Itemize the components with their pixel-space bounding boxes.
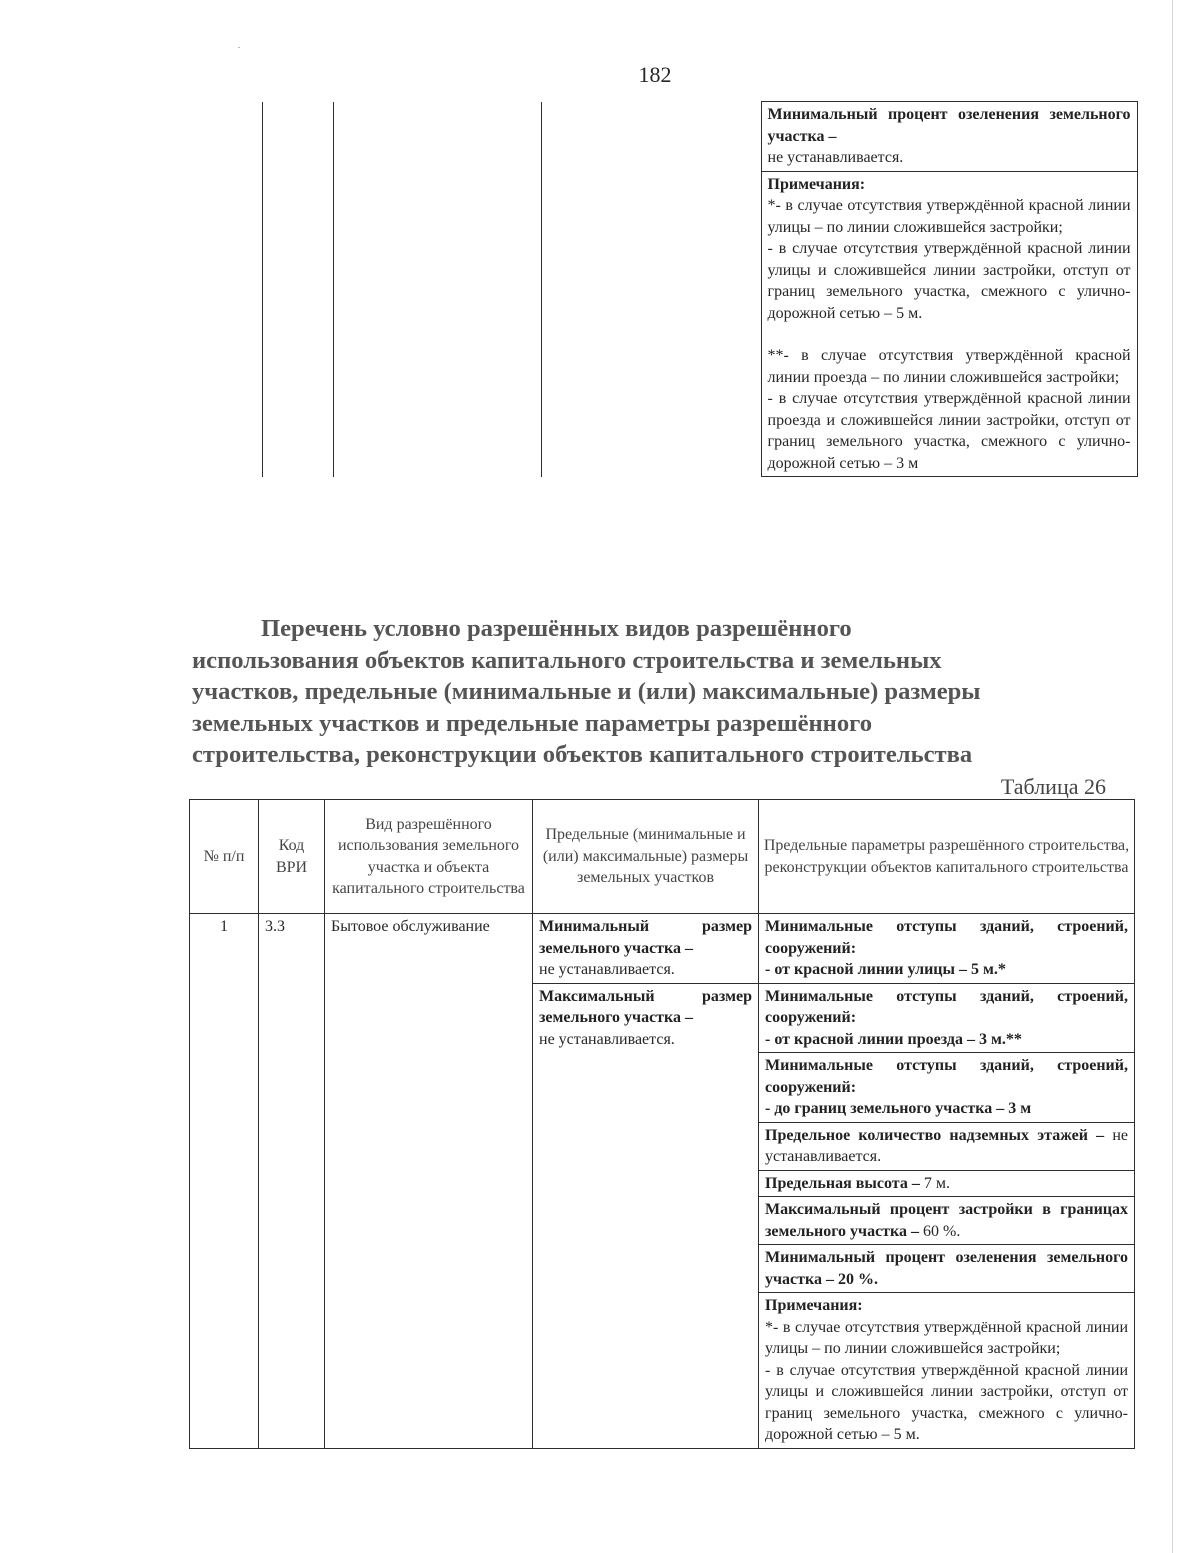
- param-5-cell: [759, 1170, 1135, 1197]
- scan-speck: [238, 47, 240, 48]
- header-sizes: Предельные (минимальные и (или) максимальные) размеры земельных участков: [533, 800, 759, 914]
- cont-green-title: Минимальный процент озеленения земельного участка –: [767, 106, 1131, 145]
- param-6-title: Максимальный процент застройки в границах земельного участка –: [765, 1201, 1128, 1240]
- size-min-value: не устанавливается.: [539, 961, 675, 978]
- row-num: 1: [190, 914, 259, 1449]
- cont-note-3: **- в случае отсутствия утверждённой красной линии проезда – по линии сложившейся застройки;: [767, 347, 1131, 386]
- heading-line-5: строительства, реконструкции объектов капитального строительства: [192, 741, 973, 768]
- size-min-cell: [533, 914, 759, 984]
- note-1: *- в случае отсутствия утверждённой красной линии улицы – по линии сложившейся застройки;: [765, 1318, 1128, 1357]
- param-5-title: Предельная высота –: [765, 1174, 920, 1192]
- note-2: - в случае отсутствия утверждённой красной линии улицы и сложившейся линии застройки, отступ от границ земельного участка, смежного с улично-дорожной сетью – 5 м.: [765, 1361, 1128, 1443]
- size-max-value: не устанавливается.: [539, 1030, 675, 1048]
- cont-kind-cell: [333, 102, 541, 477]
- heading-line-4: земельных участков и предельные параметры разрешённого: [192, 709, 873, 737]
- param-1-value: - от красной линии улицы – 5 м.*: [765, 961, 1006, 978]
- cont-green-value: не устанавливается.: [767, 149, 904, 166]
- param-2-value: - от красной линии проезда – 3 м.**: [765, 1030, 1022, 1048]
- size-max-cell: [533, 983, 759, 1448]
- cont-note-2: - в случае отсутствия утверждённой красной линии улицы и сложившейся линии застройки, отступ от границ земельного участка, смежного с улично-дорожной сетью – 5 м.: [767, 240, 1131, 322]
- param-2-cell: [759, 983, 1135, 1053]
- cont-green-cell: [761, 102, 1137, 172]
- cont-note-1: *- в случае отсутствия утверждённой красной линии улицы – по линии сложившейся застройки;: [767, 197, 1131, 236]
- table-row: [190, 914, 1135, 984]
- param-6-cell: [759, 1197, 1135, 1245]
- param-1-cell: [759, 914, 1135, 984]
- cont-num-cell: [193, 102, 262, 477]
- notes-title: Примечания:: [765, 1297, 863, 1314]
- cont-notes-title: Примечания:: [767, 175, 866, 193]
- header-kind: Вид разрешённого использования земельного участка и объекта капитального строительства: [325, 800, 533, 914]
- header-params: Предельные параметры разрешённого строительства, реконструкции объектов капитального строительства: [759, 800, 1135, 914]
- param-4-title: Предельное количество надземных этажей –: [765, 1126, 1105, 1144]
- param-3-cell: [759, 1053, 1135, 1123]
- main-table: [189, 799, 1135, 1449]
- header-code: Код ВРИ: [259, 800, 325, 914]
- param-1-title: Минимальные отступы зданий, строений, сооружений:: [765, 918, 1128, 957]
- param-3-value: - до границ земельного участка – 3 м: [765, 1100, 1032, 1117]
- header-num: № п/п: [190, 800, 259, 914]
- param-5-value: 7 м.: [923, 1174, 950, 1192]
- section-heading: [192, 613, 1108, 771]
- table-label: Таблица 26: [1000, 774, 1106, 799]
- size-min-title: Минимальный размер земельного участка –: [539, 918, 752, 957]
- table-header-row: [190, 800, 1135, 914]
- cont-code-cell: [262, 102, 333, 477]
- notes-cell: [759, 1293, 1135, 1449]
- cont-notes-cell: [761, 171, 1137, 477]
- size-max-title: Максимальный размер земельного участка –: [539, 987, 752, 1026]
- param-7-value: 20 %.: [837, 1270, 878, 1288]
- table-row: [193, 102, 1137, 172]
- heading-line-3: участков, предельные (минимальные и (или) максимальные) размеры: [192, 678, 981, 705]
- param-3-title: Минимальные отступы зданий, строений, сооружений:: [765, 1057, 1128, 1096]
- param-6-value: 60 %.: [923, 1222, 961, 1240]
- scan-edge-line: [1172, 0, 1173, 1553]
- cont-sizes-cell: [541, 102, 761, 477]
- param-7-title: Минимальный процент озеленения земельного участка –: [765, 1249, 1128, 1288]
- param-7-cell: [759, 1245, 1135, 1293]
- page-number: 182: [638, 62, 672, 87]
- cont-note-4: - в случае отсутствия утверждённой красной линии проезда и сложившейся линии застройки, отступ от границ земельного участка, смежного с улично-дорожной сетью – 3 м: [767, 390, 1131, 472]
- heading-line-1: Перечень условно разрешённых видов разрешённого: [261, 615, 852, 642]
- continuation-table: [193, 101, 1138, 477]
- row-kind: Бытовое обслуживание: [325, 914, 533, 1449]
- param-4-cell: [759, 1122, 1135, 1170]
- row-code: 3.3: [259, 914, 325, 1449]
- heading-line-2: использования объектов капитального строительства и земельных: [192, 646, 942, 674]
- param-4-value: не устанавливается.: [765, 1126, 1128, 1165]
- param-2-title: Минимальные отступы зданий, строений, сооружений:: [765, 987, 1128, 1026]
